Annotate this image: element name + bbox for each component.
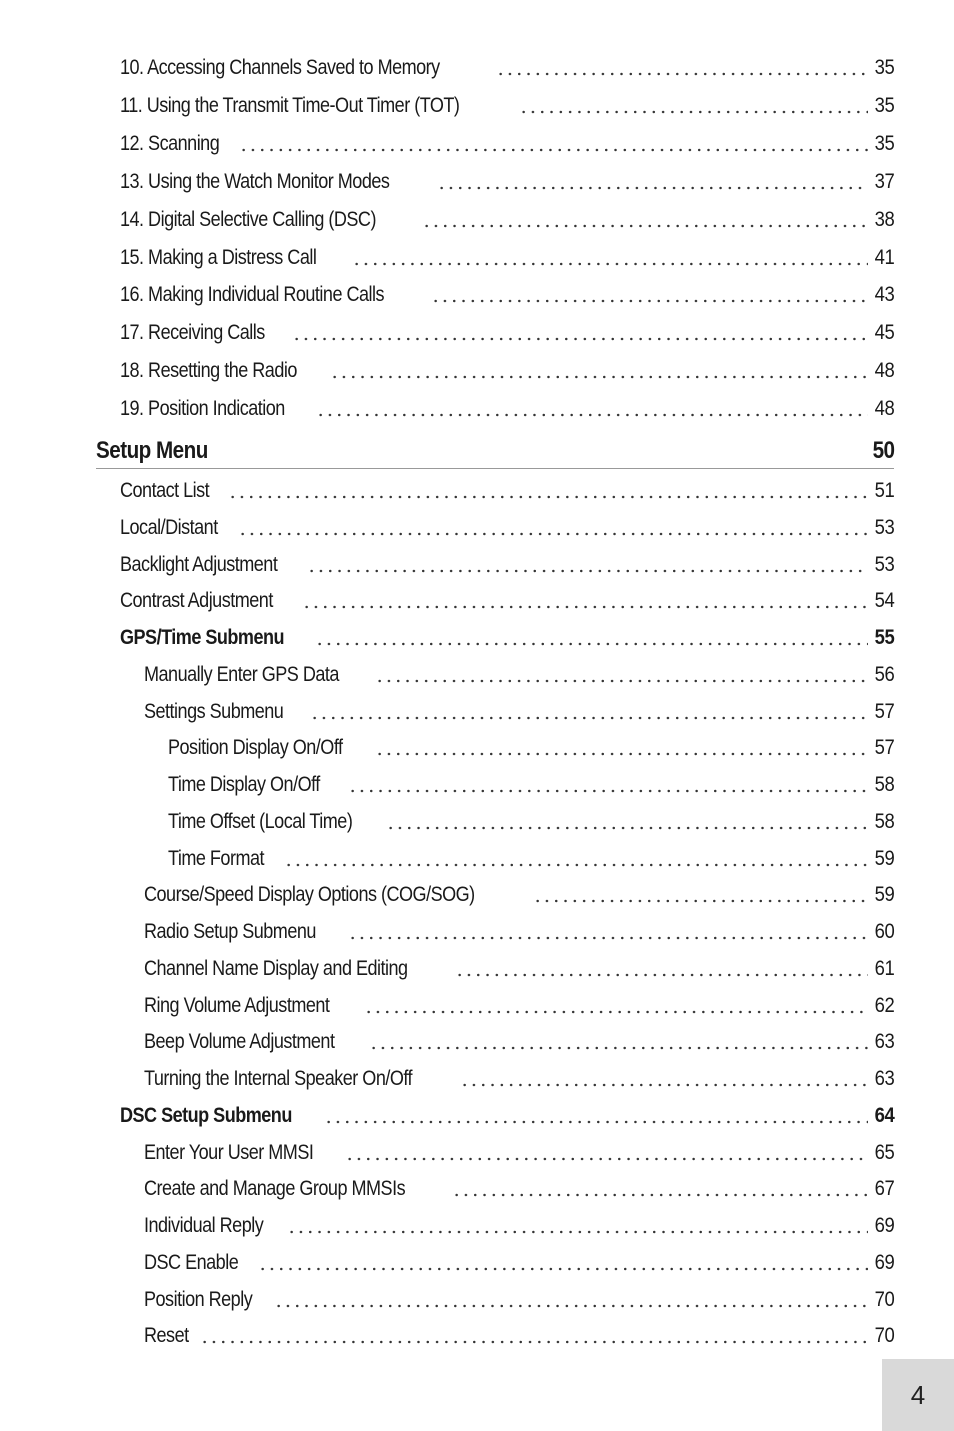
toc-entry[interactable] — [144, 917, 894, 947]
dot-leader — [519, 109, 868, 115]
toc-entry-label: 14. Digital Selective Calling (DSC) — [120, 207, 376, 231]
dot-leader — [375, 751, 868, 757]
toc-entry[interactable] — [144, 1027, 894, 1057]
toc-entry[interactable] — [120, 91, 894, 121]
toc-entry-page-number: 35 — [874, 131, 894, 155]
toc-entry[interactable] — [168, 733, 894, 763]
toc-entry-page-number: 57 — [874, 699, 894, 723]
toc-entry[interactable] — [120, 243, 894, 273]
toc-entry[interactable] — [144, 1248, 894, 1278]
dot-leader — [316, 412, 868, 418]
section-header-setup-menu[interactable] — [96, 434, 894, 469]
toc-entry-page-number: 55 — [874, 626, 894, 649]
toc-entry-label: Backlight Adjustment — [120, 552, 278, 576]
toc-entry-label: 15. Making a Distress Call — [120, 245, 317, 269]
toc-entry[interactable] — [120, 318, 894, 348]
toc-entry[interactable] — [120, 53, 894, 83]
toc-entry-label: Contrast Adjustment — [120, 589, 273, 613]
toc-entry[interactable] — [120, 356, 894, 386]
toc-entry-label: 19. Position Indication — [120, 397, 285, 421]
toc-entry-label: Turning the Internal Speaker On/Off — [144, 1067, 413, 1090]
toc-entry-label: Enter Your User MMSI — [144, 1140, 314, 1164]
dot-leader — [455, 972, 868, 978]
dot-leader — [533, 898, 868, 904]
toc-entry[interactable] — [120, 129, 894, 159]
toc-entry-page-number: 57 — [874, 736, 894, 760]
toc-entry[interactable] — [144, 1174, 894, 1204]
toc-entry-label: Time Format — [168, 846, 265, 870]
toc-entry-label: Position Reply — [144, 1287, 253, 1311]
toc-entry-label: Create and Manage Group MMSIs — [144, 1177, 406, 1201]
toc-entry[interactable] — [120, 205, 894, 235]
dot-leader — [310, 715, 868, 721]
toc-entry-label: 10. Accessing Channels Saved to Memory — [120, 56, 440, 79]
dot-leader — [287, 1229, 868, 1235]
toc-entry[interactable] — [168, 844, 894, 874]
dot-leader — [200, 1339, 868, 1345]
toc-entry-page-number: 70 — [874, 1324, 894, 1348]
toc-entry-page-number: 45 — [874, 321, 894, 345]
dot-leader — [345, 1156, 868, 1162]
toc-entry-page-number: 48 — [874, 397, 894, 421]
toc-entry-page-number: 54 — [874, 589, 894, 613]
toc-entry-label: Channel Name Display and Editing — [144, 956, 408, 980]
toc-entry-label: 18. Resetting the Radio — [120, 359, 297, 383]
dot-leader — [315, 641, 868, 647]
toc-entry-page-number: 58 — [874, 809, 894, 833]
toc-entry-page-number: 63 — [874, 1067, 894, 1090]
toc-entry[interactable] — [144, 1321, 894, 1351]
toc-entry-page-number: 61 — [874, 956, 894, 980]
toc-entry-label: Beep Volume Adjustment — [144, 1030, 335, 1054]
toc-entry-page-number: 69 — [874, 1214, 894, 1237]
toc-entry-page-number: 65 — [874, 1140, 894, 1164]
toc-entry-label: Time Display On/Off — [168, 773, 320, 796]
toc-entry-label: 12. Scanning — [120, 131, 220, 155]
toc-entry[interactable] — [120, 394, 894, 424]
toc-entry[interactable] — [120, 1101, 894, 1131]
section-title: Setup Menu — [96, 437, 208, 464]
toc-entry-label: Settings Submenu — [144, 699, 284, 723]
toc-entry-page-number: 58 — [874, 773, 894, 796]
toc-entry[interactable] — [168, 770, 894, 800]
dot-leader — [292, 336, 867, 342]
toc-entry-label: Contact List — [120, 479, 210, 502]
toc-entry[interactable] — [144, 1138, 894, 1168]
toc-entry-page-number: 64 — [874, 1103, 894, 1127]
dot-leader — [238, 531, 868, 537]
dot-leader — [284, 862, 868, 868]
toc-entry-label: 16. Making Individual Routine Calls — [120, 283, 385, 307]
toc-entry[interactable] — [120, 476, 894, 506]
dot-leader — [364, 1009, 868, 1015]
page-number: 4 — [910, 1379, 926, 1410]
dot-leader — [258, 1266, 868, 1272]
dot-leader — [386, 825, 867, 831]
toc-entry-page-number: 51 — [874, 479, 894, 502]
dot-leader — [307, 568, 868, 574]
toc-entry[interactable] — [168, 807, 894, 837]
toc-entry-page-number: 70 — [874, 1287, 894, 1311]
toc-entry-label: 13. Using the Watch Monitor Modes — [120, 169, 390, 193]
toc-entry-label: Reset — [144, 1324, 189, 1348]
dot-leader — [352, 261, 867, 267]
dot-leader — [460, 1082, 868, 1088]
toc-entry[interactable] — [144, 1211, 894, 1241]
toc-entry-label: Course/Speed Display Options (COG/SOG) — [144, 883, 475, 907]
toc-entry-label: Ring Volume Adjustment — [144, 993, 330, 1017]
toc-entry-page-number: 63 — [874, 1030, 894, 1054]
toc-entry-label: 17. Receiving Calls — [120, 321, 265, 345]
toc-entry-page-number: 41 — [874, 245, 894, 269]
dot-leader — [375, 678, 868, 684]
toc-entry[interactable] — [120, 586, 894, 616]
toc-entry[interactable] — [120, 280, 894, 310]
toc-entry-page-number: 60 — [874, 920, 894, 943]
dot-leader — [348, 935, 868, 941]
toc-entry-label: GPS/Time Submenu — [120, 626, 285, 649]
toc-entry-label: DSC Enable — [144, 1250, 239, 1274]
dot-leader — [348, 788, 867, 794]
toc-entry-page-number: 59 — [874, 883, 894, 907]
toc-entry-label: Local/Distant — [120, 515, 218, 539]
toc-entry[interactable] — [120, 513, 894, 543]
toc-entry[interactable] — [144, 660, 894, 690]
dot-leader — [274, 1303, 868, 1309]
toc-entry-label: Position Display On/Off — [168, 736, 343, 760]
toc-entry-label: Time Offset (Local Time) — [168, 809, 353, 833]
dot-leader — [431, 298, 868, 304]
toc-entry-label: Radio Setup Submenu — [144, 920, 316, 943]
toc-entry-page-number: 43 — [874, 283, 894, 307]
page-number-tab — [882, 1359, 954, 1431]
dot-leader — [324, 1119, 868, 1125]
toc-entry-page-number: 35 — [874, 56, 894, 79]
toc-entry[interactable] — [144, 991, 894, 1021]
toc-entry[interactable] — [120, 167, 894, 197]
dot-leader — [496, 71, 868, 77]
toc-entry[interactable] — [144, 954, 894, 984]
toc-entry-page-number: 37 — [874, 169, 894, 193]
toc-entry-page-number: 56 — [874, 662, 894, 686]
toc-entry[interactable] — [120, 550, 894, 580]
toc-entry-page-number: 67 — [874, 1177, 894, 1201]
toc-entry-label: 11. Using the Transmit Time-Out Timer (TOT) — [120, 93, 460, 117]
section-page-number: 50 — [872, 437, 894, 464]
toc-entry[interactable] — [144, 880, 894, 910]
toc-entry-label: DSC Setup Submenu — [120, 1103, 292, 1127]
toc-entry[interactable] — [144, 1064, 894, 1094]
toc-entry-page-number: 48 — [874, 359, 894, 383]
toc-entry-page-number: 69 — [874, 1250, 894, 1274]
dot-leader — [302, 604, 868, 610]
dot-leader — [422, 223, 868, 229]
dot-leader — [239, 147, 867, 153]
toc-entry-page-number: 53 — [874, 552, 894, 576]
dot-leader — [437, 185, 867, 191]
toc-entry-page-number: 59 — [874, 846, 894, 870]
toc-entry[interactable] — [144, 1285, 894, 1315]
toc-entry[interactable] — [120, 623, 894, 653]
toc-entry-page-number: 53 — [874, 515, 894, 539]
toc-entry-label: Individual Reply — [144, 1214, 264, 1237]
dot-leader — [369, 1045, 867, 1051]
toc-entry-page-number: 35 — [874, 93, 894, 117]
toc-entry-page-number: 38 — [874, 207, 894, 231]
toc-entry-label: Manually Enter GPS Data — [144, 662, 339, 686]
toc-entry-page-number: 62 — [874, 993, 894, 1017]
toc-entry[interactable] — [144, 697, 894, 727]
dot-leader — [452, 1192, 868, 1198]
dot-leader — [330, 374, 868, 380]
dot-leader — [228, 494, 868, 500]
